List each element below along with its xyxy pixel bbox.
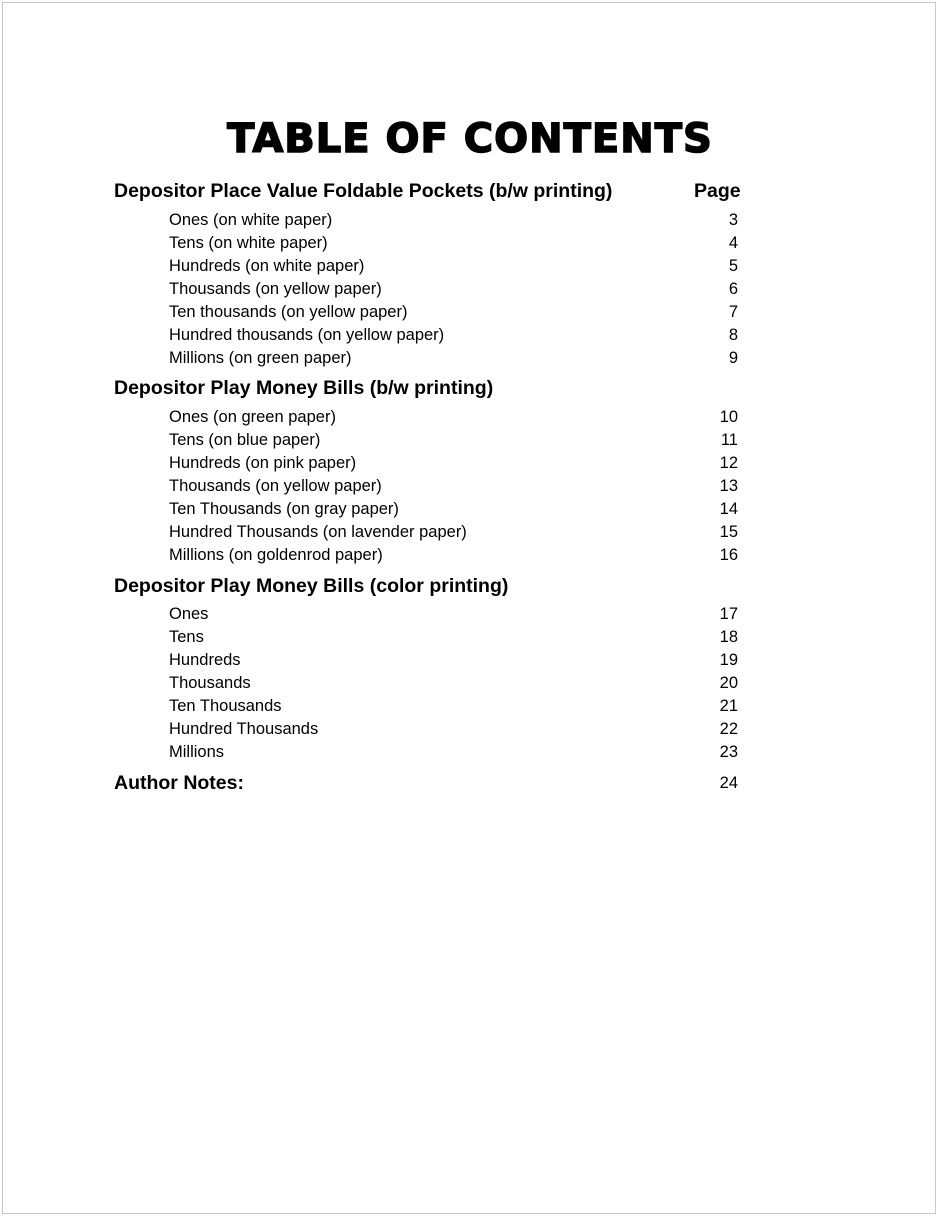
toc-entry-page: 23 <box>719 743 738 761</box>
toc-entry-page: 14 <box>719 500 738 518</box>
toc-entry-label: Ten Thousands (on gray paper) <box>169 500 399 518</box>
toc-entry-page: 3 <box>728 211 738 229</box>
toc-entry-page: 21 <box>719 697 738 715</box>
toc-entry-page: 19 <box>719 651 738 669</box>
toc-entry-label: Thousands (on yellow paper) <box>169 477 382 495</box>
toc-entry <box>169 349 738 371</box>
toc-entry-page: 17 <box>719 605 738 623</box>
toc-entry-page: 8 <box>728 326 738 344</box>
toc-entry-label: Millions (on goldenrod paper) <box>169 546 383 564</box>
toc-entry-label: Thousands (on yellow paper) <box>169 280 382 298</box>
toc-entry-label: Ones <box>169 605 209 623</box>
toc-entry <box>169 605 738 627</box>
toc-entry-label: Ten Thousands <box>169 697 282 715</box>
toc-entry <box>169 674 738 696</box>
toc-entry-label: Tens (on blue paper) <box>169 431 321 449</box>
toc-entry <box>169 408 738 430</box>
toc-entry-page: 7 <box>728 303 738 321</box>
toc-entry <box>169 651 738 673</box>
toc-entry-label: Hundreds <box>169 651 241 669</box>
toc-entry <box>169 697 738 719</box>
toc-entry-page: 9 <box>728 349 738 367</box>
toc-entry-page: 22 <box>719 720 738 738</box>
toc-entry <box>169 720 738 742</box>
toc-entry-label: Tens <box>169 628 204 646</box>
section-heading: Depositor Play Money Bills (color printing) <box>114 575 509 597</box>
toc-entry-label: Hundreds (on pink paper) <box>169 454 357 472</box>
toc-entry-page: 15 <box>719 523 738 541</box>
toc-entry <box>169 500 738 522</box>
toc-entry <box>169 257 738 279</box>
toc-entry <box>169 454 738 476</box>
author-notes-heading: Author Notes: <box>114 772 244 794</box>
toc-entry-label: Hundreds (on white paper) <box>169 257 365 275</box>
toc-entry-label: Millions (on green paper) <box>169 349 352 367</box>
toc-entry-page: 12 <box>719 454 738 472</box>
toc-entry <box>169 523 738 545</box>
toc-entry-page: 10 <box>719 408 738 426</box>
toc-entry-label: Tens (on white paper) <box>169 234 328 252</box>
toc-entry-page: 4 <box>728 234 738 252</box>
toc-entry <box>169 280 738 302</box>
author-notes-page: 24 <box>719 774 738 792</box>
section-heading: Depositor Place Value Foldable Pockets (b/w printing) <box>114 180 613 202</box>
toc-entry-page: 20 <box>719 674 738 692</box>
toc-entry-label: Hundred Thousands (on lavender paper) <box>169 523 467 541</box>
toc-entry <box>169 326 738 348</box>
toc-entry-label: Millions <box>169 743 225 761</box>
toc-entry-label: Hundred Thousands <box>169 720 319 738</box>
toc-entry-page: 18 <box>719 628 738 646</box>
toc-entry-page: 16 <box>719 546 738 564</box>
toc-entry <box>169 303 738 325</box>
toc-entry-label: Ones (on green paper) <box>169 408 336 426</box>
toc-entry-label: Ones (on white paper) <box>169 211 333 229</box>
toc-entry-label: Hundred thousands (on yellow paper) <box>169 326 445 344</box>
toc-entry <box>169 546 738 568</box>
toc-entry <box>169 628 738 650</box>
toc-entry <box>169 743 738 765</box>
page-column-header: Page <box>694 180 741 202</box>
section-heading: Depositor Play Money Bills (b/w printing) <box>114 377 494 399</box>
toc-entry <box>169 211 738 233</box>
toc-entry <box>169 477 738 499</box>
toc-entry <box>169 234 738 256</box>
page-title: TABLE OF CONTENTS <box>227 116 713 162</box>
toc-entry-page: 5 <box>728 257 738 275</box>
toc-entry-label: Ten thousands (on yellow paper) <box>169 303 408 321</box>
toc-entry-label: Thousands <box>169 674 251 692</box>
toc-entry-page: 13 <box>719 477 738 495</box>
toc-entry <box>169 431 738 453</box>
toc-entry-page: 6 <box>728 280 738 298</box>
toc-entry-page: 11 <box>720 431 738 449</box>
